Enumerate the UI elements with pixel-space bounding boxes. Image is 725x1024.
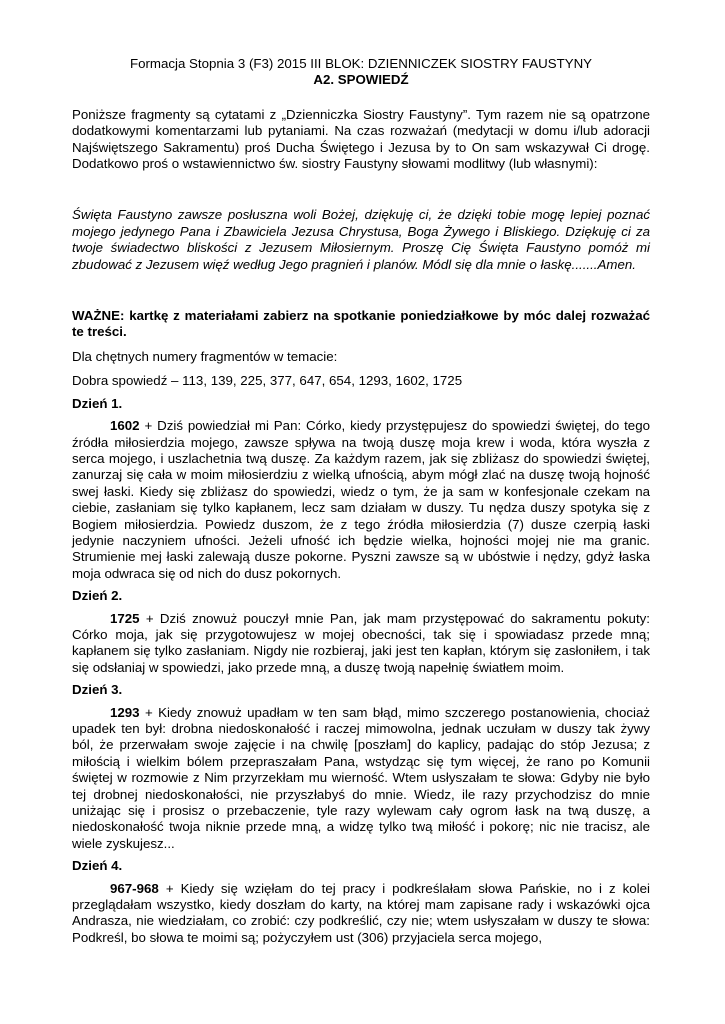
day-1-heading: Dzień 1. — [72, 395, 123, 411]
fragment-text: + Kiedy się wzięłam do tej pracy i podkreślałam słowa Pańskie, no i z kolei przeglądałam wszystko, kiedy doszłam do karty, na której mam zapisane rady i wskazówki ojca Andrasza, nie wiedziałam, co zrobić: czy podkreślić, czy nie; wtem usłyszałam w duszy te słowa: Podkreśl, bo słowa te moimi są; pożyczyłem ust (306) przyjaciela serca mojego, — [72, 880, 650, 945]
document-header — [72, 56, 650, 89]
fragment-number: 967-968 — [110, 880, 159, 896]
fragment-text: + Kiedy znowuż upadłam w ten sam błąd, mimo szczerego postanowienia, chociaż upadek ten był: drobna niedoskonałość i raczej mimowolna, jednak uczułam w duszy tak żywy ból, że przerwałam swoje zajęcie i na chwilę [poszłam] do kaplicy, padając do stóp Jezusa; z miłością i wielkim bólem przepraszałam Pana, wstydząc się tym więcej, że rano po Komunii świętej w rozmowie z Nim przyrzekłam mu wierność. Wtem usłyszałam te słowa: Gdyby nie było tej drobnej niedoskonałości, nie przyszłabyś do mnie. Wiedz, ile razy przychodzisz do mnie uniżając się i prosisz o przebaczenie, tyle razy wylewam cały ogrom łask na twą duszę, a niedoskonałość twoja niknie przede mną, a widzę tylko twą miłość i pokorę; nic nie tracisz, ale wiele zyskujesz... — [72, 704, 650, 851]
fragment-text: + Dziś znowuż pouczył mnie Pan, jak mam przystępować do sakramentu pokuty: Córko moja, jak się przygotowujesz w mojej obecności, tak się i spowiadasz przede mną; kapłanem się tylko zasłaniam. Nigdy nie rozbieraj, jaki jest ten kapłan, którym się zasłoniłem, i tak się odsłaniaj w spowiedzi, jako przede mną, a duszę twoją napełnię światłem moim. — [72, 610, 650, 675]
day-4-fragment — [72, 881, 650, 947]
fragment-number: 1725 — [110, 610, 140, 626]
important-note: WAŻNE: kartkę z materiałami zabierz na spotkanie poniedziałkowe by móc dalej rozważać te treści. — [72, 308, 650, 340]
good-confession-line: Dobra spowiedź – 113, 139, 225, 377, 647, 654, 1293, 1602, 1725 — [72, 373, 463, 389]
day-3-heading: Dzień 3. — [72, 682, 123, 698]
document-subtitle: A2. SPOWIEDŹ — [313, 72, 409, 88]
document-title: Formacja Stopnia 3 (F3) 2015 III BLOK: DZIENNICZEK SIOSTRY FAUSTYNY — [129, 56, 593, 71]
fragment-text: + Dziś powiedział mi Pan: Córko, kiedy przystępujesz do spowiedzi świętej, do tego źródła miłosierdzia mojego, zawsze spływa na twoją duszę moja krew i woda, która wyszła z serca mojego, i uszlachetnia twą duszę. Za każdym razem, jak się zbliżasz do spowiedzi świętej, zanurzaj się cała w moim miłosierdziu z wielką ufnością, abym mógł zlać na duszę twoją hojność swej łaski. Kiedy się zbliżasz do spowiedzi, wiedz o tym, że ja sam w konfesjonale czekam na ciebie, zasłaniam się tylko kapłanem, lecz sam działam w duszy. Tu nędza duszy spotyka się z Bogiem miłosierdzia. Powiedz duszom, że z tego źródła miłosierdzia (7) dusze czerpią łaski jedynie naczyniem ufności. Jeżeli ufność ich będzie wielka, hojności mojej nie ma granic. Strumienie mej łaski zalewają dusze pokorne. Pyszni zawsze są w ubóstwie i nędzy, gdyż łaska moja odwraca się od nich do dusz pokornych. — [72, 418, 650, 581]
fragment-number: 1293 — [110, 704, 140, 720]
day-3-fragment — [72, 705, 650, 853]
volunteers-line: Dla chętnych numery fragmentów w temacie: — [72, 348, 338, 364]
day-2-fragment — [72, 611, 650, 677]
fragment-number: 1602 — [110, 418, 140, 434]
day-1-fragment — [72, 418, 650, 582]
intro-paragraph: Poniższe fragmenty są cytatami z „Dzienniczka Siostry Faustyny”. Tym razem nie są opatrzone dodatkowymi komentarzami lub pytaniami. Na czas rozważań (medytacji w domu i/lub adoracji Najświętszego Sakramentu) proś Ducha Świętego i Jezusa by to On sam wskazywał Ci drogę. Dodatkowo proś o wstawiennictwo św. siostry Faustyny słowami modlitwy (lub własnymi): — [72, 106, 650, 172]
prayer-paragraph: Święta Faustyno zawsze posłuszna woli Bożej, dziękuję ci, że dzięki tobie mogę lepiej poznać mojego jedynego Pana i Zbawiciela Jezusa Chrystusa, Boga Żywego i Bliskiego. Dziękuję ci za twoje świadectwo bliskości z Jezusem Miłosiernym. Proszę Cię Święta Faustyno pomóż mi zbudować z Jezusem więź według Jego pragnień i planów. Módl się dla mnie o łaskę.......Amen. — [72, 207, 650, 272]
day-2-heading: Dzień 2. — [72, 588, 123, 604]
day-4-heading: Dzień 4. — [72, 858, 123, 874]
